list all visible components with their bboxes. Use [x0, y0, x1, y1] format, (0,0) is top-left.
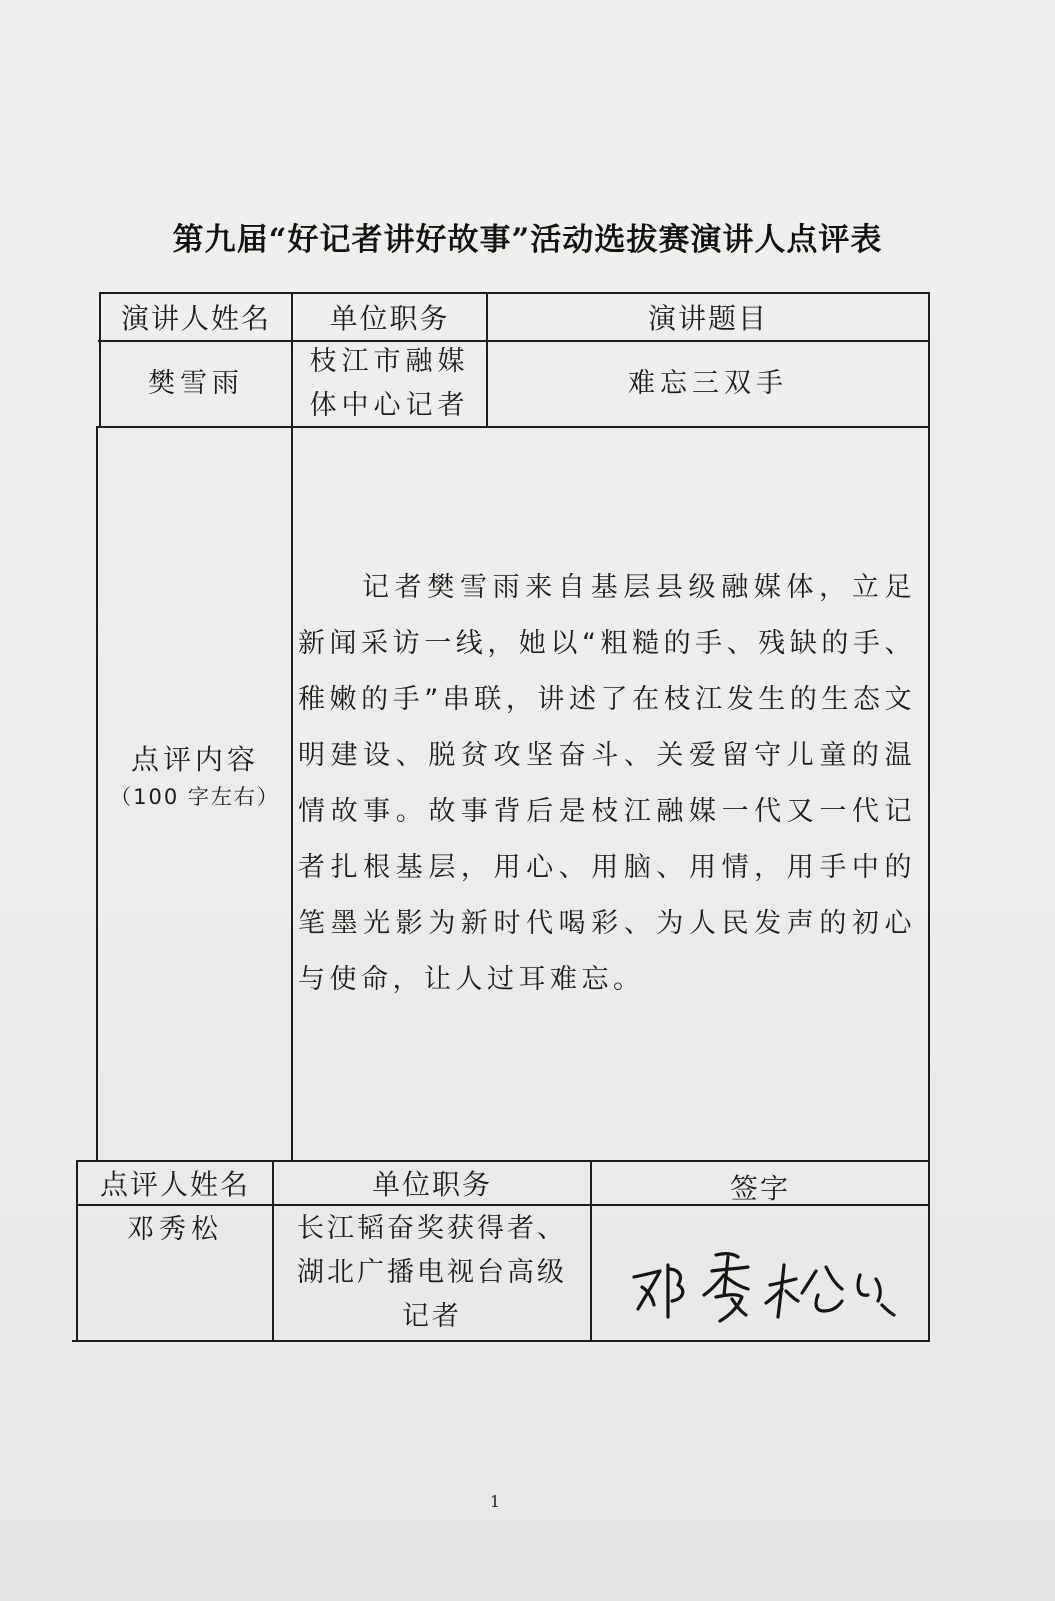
- speaker-unit-line: 枝江市融媒: [309, 346, 470, 377]
- table-border-left: [96, 426, 98, 1162]
- header-reviewer-name: 点评人姓名: [99, 1168, 250, 1201]
- header-speaker-name: 演讲人姓名: [120, 302, 271, 335]
- reviewer-name: 邓秀松: [127, 1214, 223, 1245]
- table-border-bottom: [72, 1340, 928, 1342]
- speech-title: 难忘三双手: [628, 368, 788, 399]
- reviewer-unit-line: 记者: [402, 1301, 462, 1332]
- page-title: 第九届“好记者讲好故事”活动选拔赛演讲人点评表: [172, 222, 883, 258]
- table-divider: [96, 426, 930, 428]
- handwritten-signature: [620, 1235, 905, 1335]
- page-number: 1: [489, 1492, 501, 1511]
- speaker-unit-line: 体中心记者: [309, 390, 470, 421]
- header-signature: 签字: [729, 1172, 790, 1205]
- header-speaker-unit: 单位职务: [329, 302, 450, 335]
- comment-text: 记者樊雪雨来自基层县级融媒体，立足新闻采访一线，她以“粗糙的手、残缺的手、稚嫩的手”串联，讲述了在枝江发生的生态文明建设、脱贫攻坚奋斗、关爱留守儿童的温情故事。故事背后是枝江融媒一代又一代记者扎根基层，用心、用脑、用情，用手中的笔墨光影为新时代喝彩、为人民发声的初心与使命，让人过耳难忘。: [298, 572, 916, 995]
- reviewer-unit-line: 湖北广播电视台高级: [297, 1257, 567, 1288]
- comment-label: [100, 740, 290, 814]
- comment-label-hint: （100 字左右）: [110, 785, 280, 809]
- speaker-unit: [293, 342, 486, 426]
- header-reviewer-unit: 单位职务: [371, 1168, 492, 1201]
- reviewer-unit-line: 长江韬奋奖获得者、: [297, 1213, 567, 1244]
- reviewer-unit: [274, 1206, 590, 1340]
- comment-label-text: 点评内容: [130, 743, 259, 776]
- header-speech-title: 演讲题目: [647, 302, 768, 335]
- speaker-name: 樊雪雨: [148, 368, 244, 399]
- table-border-right: [928, 292, 930, 1342]
